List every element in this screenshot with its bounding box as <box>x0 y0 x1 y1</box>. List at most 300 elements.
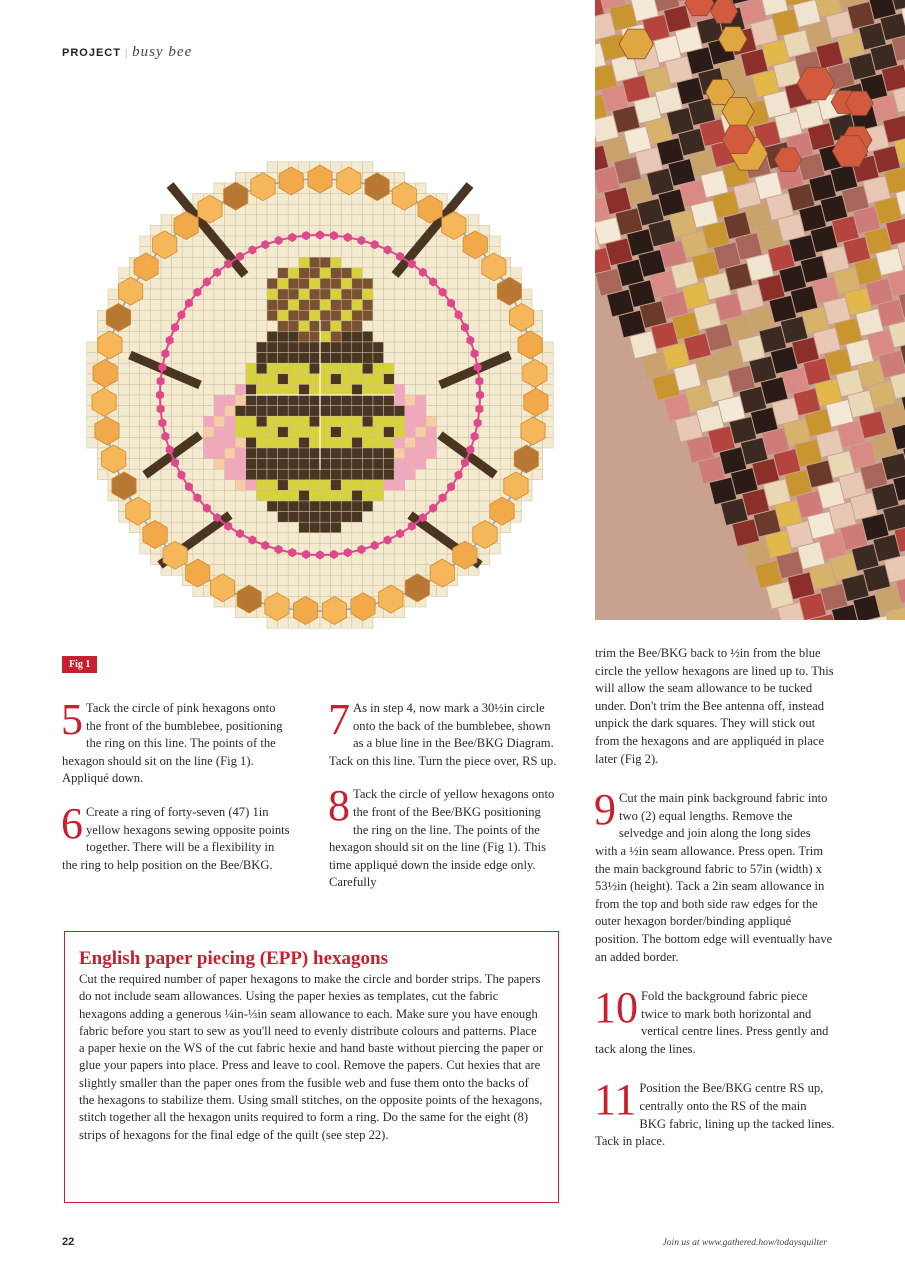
grid-square <box>490 427 501 438</box>
grid-square <box>468 469 479 480</box>
grid-square <box>299 522 310 533</box>
grid-square <box>267 268 278 279</box>
grid-square <box>246 490 257 501</box>
grid-square <box>278 533 289 544</box>
grid-square <box>140 236 151 247</box>
grid-square <box>352 554 363 565</box>
grid-square <box>468 300 479 311</box>
grid-square <box>278 374 289 385</box>
grid-square <box>405 490 416 501</box>
grid-square <box>299 586 310 597</box>
grid-square <box>479 310 490 321</box>
grid-square <box>331 406 342 417</box>
grid-square <box>394 501 405 512</box>
grid-square <box>246 480 257 491</box>
grid-square <box>256 384 267 395</box>
grid-square <box>150 448 161 459</box>
grid-square <box>309 512 320 523</box>
grid-square <box>384 512 395 523</box>
grid-square <box>150 437 161 448</box>
grid-square <box>172 278 183 289</box>
grid-square <box>320 194 331 205</box>
grid-square <box>394 427 405 438</box>
grid-square <box>362 522 373 533</box>
grid-square <box>521 289 532 300</box>
grid-square <box>458 268 469 279</box>
grid-square <box>214 427 225 438</box>
grid-square <box>246 395 257 406</box>
grid-square <box>129 331 140 342</box>
grid-square <box>468 480 479 491</box>
grid-square <box>500 342 511 353</box>
grid-square <box>437 469 448 480</box>
grid-square <box>426 480 437 491</box>
grid-square <box>288 204 299 215</box>
grid-square <box>278 321 289 332</box>
grid-square <box>331 310 342 321</box>
grid-square <box>437 459 448 470</box>
grid-square <box>352 490 363 501</box>
grid-square <box>415 331 426 342</box>
grid-square <box>309 448 320 459</box>
grid-square <box>278 512 289 523</box>
grid-square <box>288 427 299 438</box>
grid-square <box>299 469 310 480</box>
grid-square <box>182 321 193 332</box>
grid-square <box>320 459 331 470</box>
grid-square <box>394 342 405 353</box>
grid-square <box>267 490 278 501</box>
grid-square <box>278 300 289 311</box>
grid-square <box>394 469 405 480</box>
step-text: Position the Bee/BKG centre RS up, centrally onto the RS of the main BKG fabric, lining up the tacked lines. Tack in place. <box>595 1081 835 1149</box>
grid-square <box>331 278 342 289</box>
grid-square <box>214 363 225 374</box>
grid-square <box>500 363 511 374</box>
grid-square <box>172 300 183 311</box>
grid-square <box>405 501 416 512</box>
grid-square <box>331 321 342 332</box>
step-number: 5 <box>61 695 83 744</box>
grid-square <box>299 575 310 586</box>
grid-square <box>362 247 373 258</box>
grid-square <box>331 586 342 597</box>
grid-square <box>309 321 320 332</box>
grid-square <box>278 501 289 512</box>
grid-square <box>256 215 267 226</box>
grid-square <box>341 268 352 279</box>
grid-square <box>500 374 511 385</box>
grid-square <box>214 257 225 268</box>
grid-square <box>235 289 246 300</box>
grid-square <box>331 268 342 279</box>
grid-square <box>309 384 320 395</box>
grid-square <box>203 321 214 332</box>
grid-square <box>415 427 426 438</box>
grid-square <box>511 416 522 427</box>
grid-square <box>225 427 236 438</box>
grid-square <box>468 321 479 332</box>
grid-square <box>458 395 469 406</box>
grid-square <box>214 533 225 544</box>
grid-square <box>490 416 501 427</box>
grid-square <box>288 331 299 342</box>
grid-square <box>490 395 501 406</box>
grid-square <box>119 416 130 427</box>
grid-square <box>341 289 352 300</box>
grid-square <box>182 363 193 374</box>
grid-square <box>415 353 426 364</box>
grid-square <box>278 331 289 342</box>
grid-square <box>267 247 278 258</box>
grid-square <box>299 268 310 279</box>
grid-square <box>331 289 342 300</box>
grid-square <box>193 448 204 459</box>
grid-square <box>405 300 416 311</box>
grid-square <box>150 501 161 512</box>
grid-square <box>225 300 236 311</box>
grid-square <box>500 448 511 459</box>
grid-square <box>140 416 151 427</box>
epp-hexagons-box <box>64 931 559 1203</box>
grid-square <box>437 353 448 364</box>
step-8 <box>328 781 559 892</box>
grid-square <box>352 469 363 480</box>
grid-square <box>426 257 437 268</box>
grid-square <box>373 512 384 523</box>
grid-square <box>203 448 214 459</box>
grid-square <box>203 374 214 385</box>
grid-square <box>309 395 320 406</box>
grid-square <box>320 512 331 523</box>
grid-square <box>150 490 161 501</box>
grid-square <box>278 268 289 279</box>
grid-square <box>352 363 363 374</box>
grid-square <box>320 416 331 427</box>
grid-square <box>341 501 352 512</box>
grid-square <box>341 469 352 480</box>
grid-square <box>172 480 183 491</box>
grid-square <box>288 310 299 321</box>
grid-square <box>362 268 373 279</box>
grid-square <box>362 310 373 321</box>
grid-square <box>500 459 511 470</box>
grid-square <box>225 374 236 385</box>
grid-square <box>437 416 448 427</box>
grid-square <box>341 194 352 205</box>
grid-square <box>129 363 140 374</box>
step-text: Cut the main pink background fabric into two (2) equal lengths. Remove the selvedge and join along the long sides with a ½in seam allowance. Press open. Trim the main background fabric to 57in (width) x 53½in (height). Tack a 2in seam allowance in from the top and both side raw edges for the outer hexagon border/binding appliqué position. The bottom edge will eventually have an added border. <box>595 791 833 964</box>
grid-square <box>341 353 352 364</box>
grid-square <box>352 437 363 448</box>
grid-square <box>193 512 204 523</box>
grid-square <box>140 448 151 459</box>
grid-square <box>362 162 373 173</box>
grid-square <box>182 278 193 289</box>
grid-square <box>299 406 310 417</box>
grid-square <box>394 172 405 183</box>
grid-square <box>214 469 225 480</box>
grid-square <box>384 501 395 512</box>
grid-square <box>352 384 363 395</box>
grid-square <box>278 247 289 258</box>
grid-square <box>267 533 278 544</box>
grid-square <box>458 384 469 395</box>
step-10 <box>594 983 835 1058</box>
grid-square <box>299 162 310 173</box>
grid-square <box>362 480 373 491</box>
grid-square <box>405 533 416 544</box>
grid-square <box>320 331 331 342</box>
grid-square <box>426 395 437 406</box>
grid-square <box>362 353 373 364</box>
grid-square <box>352 215 363 226</box>
grid-square <box>235 501 246 512</box>
grid-square <box>373 469 384 480</box>
grid-square <box>320 353 331 364</box>
grid-square <box>320 268 331 279</box>
step-number: 9 <box>594 785 616 835</box>
grid-square <box>119 437 130 448</box>
grid-square <box>246 310 257 321</box>
grid-square <box>288 257 299 268</box>
grid-square <box>405 225 416 236</box>
grid-square <box>278 416 289 427</box>
grid-square <box>373 353 384 364</box>
grid-square <box>299 384 310 395</box>
grid-square <box>415 300 426 311</box>
step-text: trim the Bee/BKG back to ½in from the blue circle the yellow hexagons are lined up to. This will allow the seam allowance to be tucked under. Don't trim the Bee antenna off, instead unpick the dark squares. They will stick out from the hexagons and are appliquéd in place later (Fig 2). <box>595 646 834 766</box>
grid-square <box>320 384 331 395</box>
grid-square <box>267 215 278 226</box>
grid-square <box>235 321 246 332</box>
grid-square <box>278 194 289 205</box>
grid-square <box>384 289 395 300</box>
grid-square <box>384 236 395 247</box>
grid-square <box>490 480 501 491</box>
grid-square <box>320 247 331 258</box>
grid-square <box>384 342 395 353</box>
grid-square <box>246 374 257 385</box>
grid-square <box>214 278 225 289</box>
grid-square <box>150 342 161 353</box>
grid-square <box>172 512 183 523</box>
grid-square <box>214 310 225 321</box>
grid-square <box>97 469 108 480</box>
grid-square <box>394 215 405 226</box>
grid-square <box>543 342 554 353</box>
grid-square <box>256 448 267 459</box>
grid-square <box>362 374 373 385</box>
grid-square <box>309 194 320 205</box>
grid-square <box>256 554 267 565</box>
grid-square <box>235 437 246 448</box>
grid-square <box>193 459 204 470</box>
grid-square <box>193 480 204 491</box>
grid-square <box>362 321 373 332</box>
grid-square <box>426 247 437 258</box>
grid-square <box>490 300 501 311</box>
grid-square <box>384 384 395 395</box>
grid-square <box>384 469 395 480</box>
grid-square <box>119 374 130 385</box>
grid-square <box>225 416 236 427</box>
grid-square <box>352 427 363 438</box>
grid-square <box>182 268 193 279</box>
grid-square <box>299 459 310 470</box>
step-number: 7 <box>328 695 350 744</box>
grid-square <box>415 384 426 395</box>
grid-square <box>235 331 246 342</box>
grid-square <box>362 512 373 523</box>
grid-square <box>384 480 395 491</box>
grid-square <box>362 459 373 470</box>
grid-square <box>246 268 257 279</box>
grid-square <box>394 236 405 247</box>
grid-square <box>299 310 310 321</box>
grid-square <box>373 437 384 448</box>
grid-square <box>490 321 501 332</box>
grid-square <box>150 310 161 321</box>
grid-square <box>309 533 320 544</box>
grid-square <box>309 575 320 586</box>
grid-square <box>225 490 236 501</box>
grid-square <box>415 395 426 406</box>
grid-square <box>225 215 236 226</box>
grid-square <box>119 353 130 364</box>
grid-square <box>193 321 204 332</box>
grid-square <box>203 257 214 268</box>
grid-square <box>331 501 342 512</box>
step-text: Fold the background fabric piece twice to mark both horizontal and vertical centre lines. Press gently and tack along the lines. <box>595 989 829 1056</box>
grid-square <box>341 490 352 501</box>
grid-square <box>309 342 320 353</box>
grid-square <box>384 331 395 342</box>
grid-square <box>278 427 289 438</box>
grid-square <box>288 406 299 417</box>
grid-square <box>193 406 204 417</box>
grid-square <box>299 204 310 215</box>
grid-square <box>405 363 416 374</box>
grid-square <box>278 437 289 448</box>
grid-square <box>119 395 130 406</box>
grid-square <box>320 204 331 215</box>
grid-square <box>447 522 458 533</box>
grid-square <box>246 522 257 533</box>
grid-square <box>256 257 267 268</box>
grid-square <box>384 225 395 236</box>
figure-label: Fig 1 <box>62 656 97 673</box>
grid-square <box>256 353 267 364</box>
grid-square <box>288 384 299 395</box>
grid-square <box>373 225 384 236</box>
grid-square <box>415 416 426 427</box>
grid-square <box>415 533 426 544</box>
grid-square <box>341 586 352 597</box>
grid-square <box>246 448 257 459</box>
grid-square <box>214 543 225 554</box>
grid-square <box>437 480 448 491</box>
grid-square <box>267 395 278 406</box>
grid-square <box>373 406 384 417</box>
grid-square <box>331 490 342 501</box>
grid-square <box>415 289 426 300</box>
grid-square <box>246 331 257 342</box>
page-number: 22 <box>62 1236 75 1248</box>
grid-square <box>309 480 320 491</box>
grid-square <box>341 533 352 544</box>
grid-square <box>182 459 193 470</box>
grid-square <box>214 554 225 565</box>
grid-square <box>129 342 140 353</box>
grid-square <box>373 310 384 321</box>
grid-square <box>479 427 490 438</box>
box-text: Cut the required number of paper hexagons to make the circle and border strips. The papers do not include seam allowances. Using the paper hexies as templates, cut the fabric hexagons adding a generous ¼in-⅓in seam allowance to each. Make sure you have enough fabric before you start to sew as you'll need to evenly distribute colours and patterns. Place a paper hexie on the WS of the cut fabric hexie and hand baste without piercing the paper or glue your papers into place. Press and leave to cool. Remove the papers. Cut hexies that are slightly smaller than the paper ones from the fusible web and fuse them onto the backs of the hexagons to stabilize them. Using small stitches, on the opposite points of the hexagons, stitch together all the hexagon units required to form a ring. Do the same for the eight (8) strips of hexagons for the final edge of the quilt (see step 22). <box>79 972 544 1142</box>
grid-square <box>320 395 331 406</box>
grid-square <box>267 501 278 512</box>
grid-square <box>341 204 352 215</box>
grid-square <box>161 480 172 491</box>
grid-square <box>437 363 448 374</box>
grid-square <box>193 268 204 279</box>
grid-square <box>447 268 458 279</box>
grid-square <box>405 406 416 417</box>
grid-square <box>172 289 183 300</box>
bee-diagram <box>80 148 560 643</box>
grid-square <box>235 310 246 321</box>
grid-square <box>172 490 183 501</box>
grid-square <box>447 406 458 417</box>
grid-square <box>214 374 225 385</box>
grid-square <box>256 501 267 512</box>
grid-square <box>299 448 310 459</box>
grid-square <box>331 331 342 342</box>
grid-square <box>447 289 458 300</box>
step-8-continued <box>595 645 835 768</box>
grid-square <box>193 363 204 374</box>
grid-square <box>203 427 214 438</box>
grid-square <box>235 512 246 523</box>
grid-square <box>405 480 416 491</box>
grid-square <box>373 565 384 576</box>
grid-square <box>384 353 395 364</box>
grid-square <box>384 406 395 417</box>
grid-square <box>479 490 490 501</box>
grid-square <box>267 406 278 417</box>
grid-square <box>490 384 501 395</box>
grid-square <box>256 480 267 491</box>
grid-square <box>384 575 395 586</box>
grid-square <box>299 427 310 438</box>
grid-square <box>447 353 458 364</box>
grid-square <box>299 374 310 385</box>
grid-square <box>384 522 395 533</box>
grid-square <box>352 480 363 491</box>
grid-square <box>267 469 278 480</box>
grid-square <box>256 512 267 523</box>
grid-square <box>331 427 342 438</box>
grid-square <box>225 342 236 353</box>
grid-square <box>246 416 257 427</box>
grid-square <box>468 268 479 279</box>
grid-square <box>256 490 267 501</box>
grid-square <box>405 310 416 321</box>
grid-square <box>246 278 257 289</box>
grid-square <box>341 427 352 438</box>
grid-square <box>331 416 342 427</box>
grid-square <box>309 215 320 226</box>
grid-square <box>235 278 246 289</box>
